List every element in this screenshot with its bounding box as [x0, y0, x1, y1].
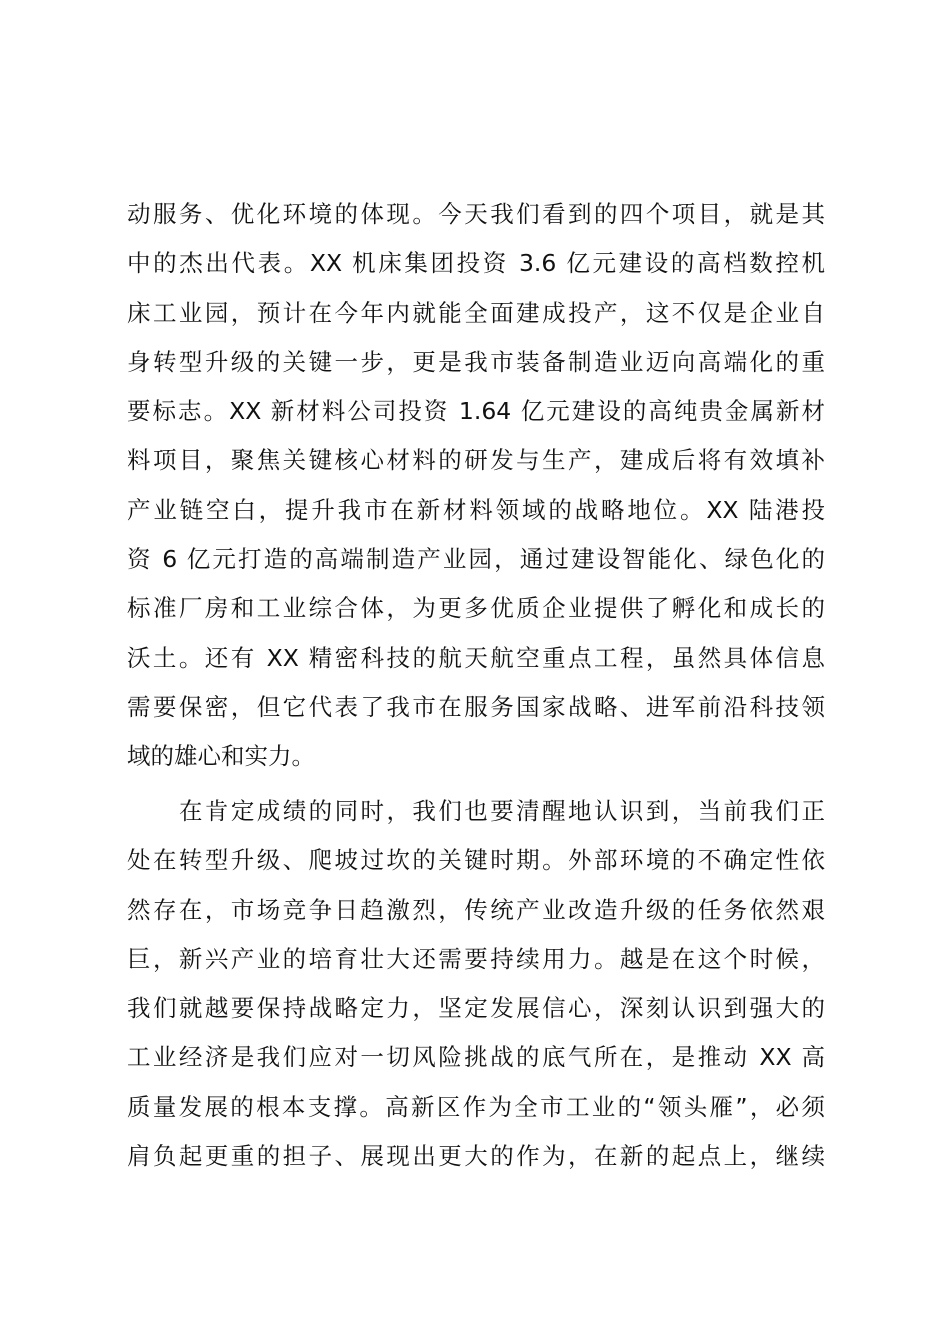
- paragraph-line: 肩负起更重的担子、展现出更大的作为，在新的起点上，继续: [127, 1142, 825, 1171]
- paragraph-line: 动服务、优化环境的体现。今天我们看到的四个项目，就是其: [127, 200, 825, 228]
- paragraph-line: 然存在，市场竞争日趋激烈，传统产业改造升级的任务依然艰: [127, 895, 825, 924]
- paragraph-line: 床工业园，预计在今年内就能全面建成投产，这不仅是企业自: [127, 298, 825, 327]
- paragraph-line: 质量发展的根本支撑。高新区作为全市工业的“领头雁”，必须: [127, 1092, 825, 1121]
- paragraph-line: 巨，新兴产业的培育壮大还需要持续用力。越是在这个时候，: [127, 944, 825, 973]
- paragraph-line: 在肯定成绩的同时，我们也要清醒地认识到，当前我们正: [179, 797, 825, 825]
- paragraph-line: 要标志。XX 新材料公司投资 1.64 亿元建设的高纯贵金属新材: [127, 397, 825, 426]
- paragraph-line: 处在转型升级、爬坡过坎的关键时期。外部环境的不确定性依: [127, 846, 825, 875]
- paragraph-line: 标准厂房和工业综合体，为更多优质企业提供了孵化和成长的: [127, 594, 825, 623]
- paragraph-line: 身转型升级的关键一步，更是我市装备制造业迈向高端化的重: [127, 347, 825, 376]
- paragraph-line: 工业经济是我们应对一切风险挑战的底气所在，是推动 XX 高: [127, 1043, 825, 1072]
- paragraph-1: [127, 190, 825, 782]
- paragraph-line: 料项目，聚焦关键核心材料的研发与生产，建成后将有效填补: [127, 446, 825, 475]
- paragraph-line: 需要保密，但它代表了我市在服务国家战略、进军前沿科技领: [127, 692, 825, 721]
- paragraph-line: 我们就越要保持战略定力，坚定发展信心，深刻认识到强大的: [127, 994, 825, 1023]
- paragraph-line: 资 6 亿元打造的高端制造产业园，通过建设智能化、绿色化的: [127, 545, 825, 574]
- paragraph-2: [127, 787, 825, 1181]
- paragraph-line: 中的杰出代表。XX 机床集团投资 3.6 亿元建设的高档数控机: [127, 249, 825, 278]
- paragraph-line: 域的雄心和实力。: [127, 742, 315, 771]
- paragraph-line: 产业链空白，提升我市在新材料领域的战略地位。XX 陆港投: [127, 495, 825, 524]
- paragraph-line: 沃土。还有 XX 精密科技的航天航空重点工程，虽然具体信息: [127, 643, 825, 672]
